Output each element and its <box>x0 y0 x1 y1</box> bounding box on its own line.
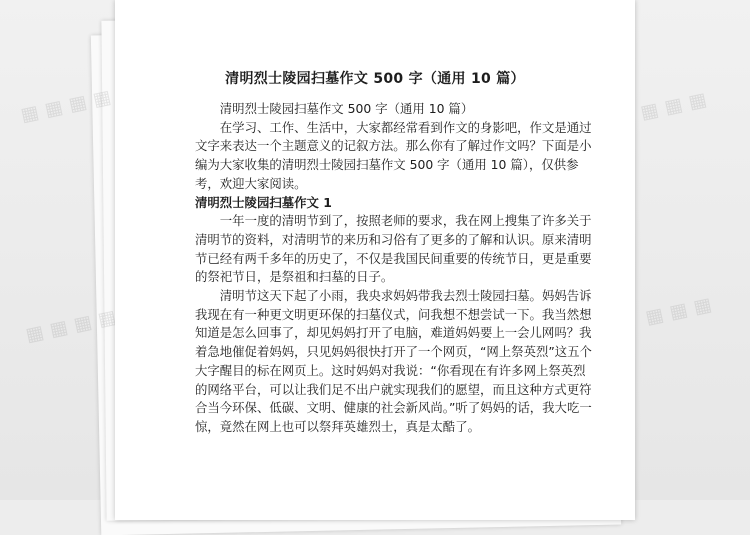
watermark: ▦ ▦ ▦ <box>643 293 714 329</box>
paragraph-2: 清明节这天下起了小雨，我央求妈妈带我去烈士陵园扫墓。妈妈告诉我现在有一种更文明更环保的扫墓仪式，问我想不想尝试一下。我当然想知道是怎么回事了，却见妈妈打开了电脑，难道妈妈要上一会儿网吗？我着急地催促着妈妈，只见妈妈很快打开了一个网页，“网上祭英烈”这五个大字醒目的标在网页上。这时妈妈对我说：“你看现在有许多网上祭英烈的网络平台，可以让我们足不出户就实现我们的愿望，而且这种方式更符合当今环保、低碳、文明、健康的社会新风尚。”听了妈妈的话，我大吃一惊，竟然在网上也可以祭拜英雄烈士，真是太酷了。 <box>195 288 592 434</box>
intro-heading: 清明烈士陵园扫墓作文 500 字（通用 10 篇） <box>219 101 474 116</box>
document-body <box>195 100 595 437</box>
paragraph-1: 一年一度的清明节到了，按照老师的要求，我在网上搜集了许多关于清明节的资料，对清明节的来历和习俗有了更多的了解和认识。原来清明节已经有两千多年的历史了，不仅是我国民间重要的传统节日，更是重要的祭祀节日，是祭祖和扫墓的日子。 <box>195 213 592 285</box>
paragraph-intro: 在学习、工作、生活中，大家都经常看到作文的身影吧，作文是通过文字来表达一个主题意义的记叙方法。那么你有了解过作文吗？下面是小编为大家收集的清明烈士陵园扫墓作文 500 字（通用 10 篇），仅供参考，欢迎大家阅读。 <box>195 119 592 191</box>
document-page <box>115 0 635 520</box>
watermark: ▦ ▦ ▦ ▦ <box>18 85 113 127</box>
document-title: 清明烈士陵园扫墓作文 500 字（通用 10 篇） <box>225 71 525 87</box>
watermark: ▦ ▦ ▦ <box>638 88 709 124</box>
watermark: ▦ ▦ ▦ ▦ <box>23 305 118 347</box>
essay-heading-1: 清明烈士陵园扫墓作文 1 <box>195 194 332 210</box>
